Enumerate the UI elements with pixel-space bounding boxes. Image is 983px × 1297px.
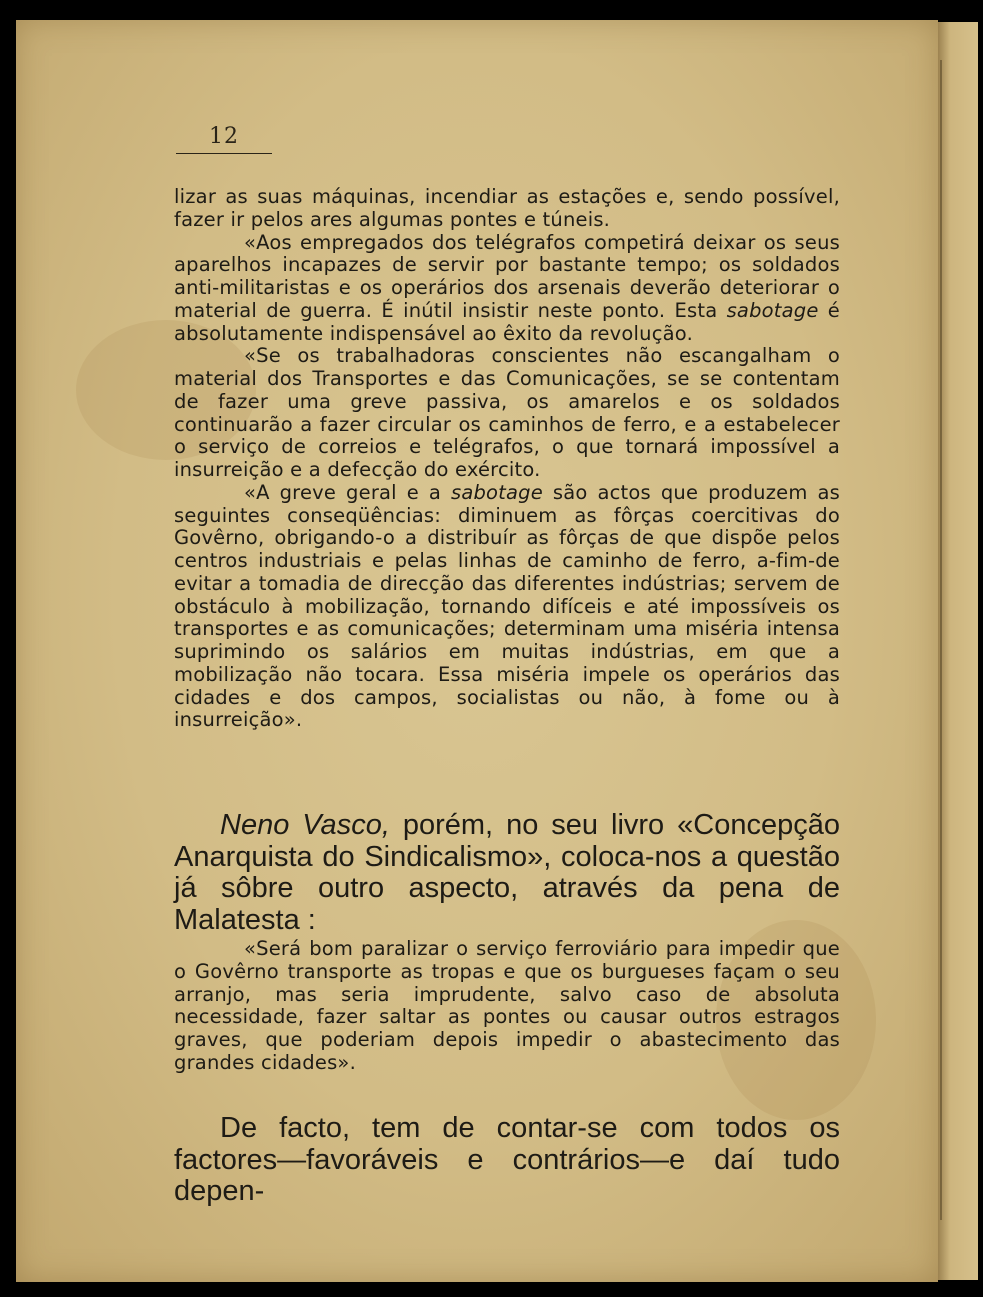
commentary-paragraph <box>174 1113 840 1208</box>
author-name: Neno Vasco, <box>220 809 390 841</box>
page-fold-line <box>940 60 942 1220</box>
paragraph <box>174 810 840 936</box>
paragraph-text: «Será bom paralizar o serviço ferroviário para impedir que o Govêrno transporte as tropas e que os burgueses façam o seu arranjo, mas seria imprudente, salvo caso de absoluta necessidade, fazer saltar as pontes ou causar outros estragos graves, que poderiam depois impedir o abastecimento das grandes cidades». <box>174 937 840 1074</box>
paragraph <box>174 482 840 732</box>
paragraph <box>174 232 840 346</box>
adjacent-page-edge <box>938 22 978 1280</box>
page-number: 12 <box>209 124 239 149</box>
italic-term: sabotage <box>726 298 819 322</box>
paragraph <box>174 1113 840 1208</box>
paragraph <box>174 938 840 1075</box>
paragraph-text: são actos que produzem as seguintes conseqüências: diminuem as fôrças coercitivas do Govêrno, obrigando-o a distribuír as fôrças de que dispõe pelos centros industriais e pelas linhas de caminho de ferro, a-fim-de evitar a tomadia de direcção das diferentes indústrias; servem de obstáculo à mobilização, tornando difíceis e até impossíveis os transportes e as comunicações; determinam uma miséria intensa suprimindo os salários em muitas indústrias, em que a mobilização não tocara. Essa miséria impele os operários das cidades e dos campos, socialistas ou não, à fome ou à insurreição». <box>174 480 840 732</box>
paragraph <box>174 345 840 482</box>
paragraph-text: lizar as suas máquinas, incendiar as estações e, sendo possível, fazer ir pelos ares algumas pontes e túneis. <box>174 185 840 231</box>
paragraph-text: «Aos empregados dos telégrafos competirá deixar os seus aparelhos incapazes de servir por bastante tempo; os soldados anti-militaristas e os operários dos arsenais deverão deteriorar o material de guerra. É inútil insistir neste ponto. Esta <box>174 230 840 322</box>
quoted-passage <box>174 186 840 732</box>
italic-term: sabotage <box>450 480 543 504</box>
paragraph-text: porém, no seu livro «Concepção Anarquista do Sindicalismo», coloca-nos a questão já sôbre outro aspecto, através da pena de Malatesta : <box>174 809 840 936</box>
commentary-paragraph <box>174 810 840 936</box>
paragraph-text: De facto, tem de contar-se com todos os factores—favoráveis e contrários—e daí tudo depen- <box>174 1112 840 1207</box>
page-number-rule <box>176 153 272 154</box>
paragraph-text: «A greve geral e a <box>244 480 451 504</box>
paragraph-text: é absolutamente indispensável ao êxito da revolução. <box>174 298 840 345</box>
quoted-passage <box>174 938 840 1075</box>
paragraph-text: «Se os trabalhadoras conscientes não escangalham o material dos Transportes e das Comunicações, se se contentam de fazer uma greve passiva, os amarelos e os soldados continuarão a fazer circular os caminhos de ferro, e a estabelecer o serviço de correios e telégrafos, o que tornará impossível a insurreição e a defecção do exército. <box>174 344 840 481</box>
paragraph <box>174 186 840 232</box>
